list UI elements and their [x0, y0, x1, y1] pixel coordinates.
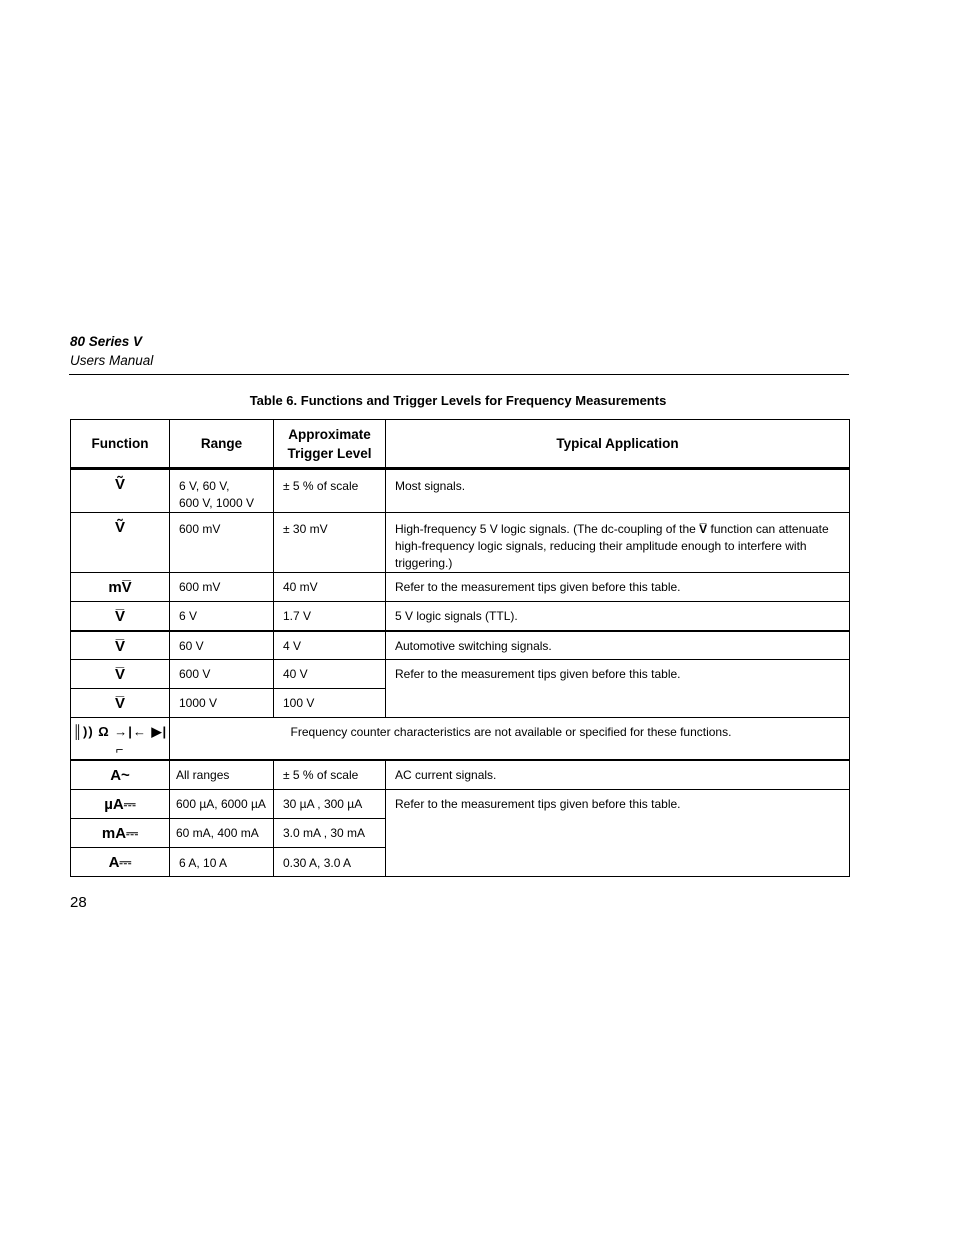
range-cell: 6 A, 10 A [170, 847, 274, 876]
page-number: 28 [70, 894, 87, 911]
table-row [71, 660, 850, 689]
function-symbol: A~ [71, 760, 170, 789]
range-cell: All ranges [170, 760, 274, 789]
application-cell: Automotive switching signals. [386, 631, 850, 660]
table-row [71, 718, 850, 761]
trigger-cell: 4 V [274, 631, 386, 660]
dc-volts-icon: V̅ [699, 522, 708, 536]
range-cell: 60 mA, 400 mA [170, 818, 274, 847]
function-symbol: A⎓ [71, 847, 170, 876]
range-cell: 6 V, 60 V, 600 V, 1000 V [170, 469, 274, 513]
trigger-cell: ± 30 mV [274, 513, 386, 573]
table-header-row [71, 420, 850, 469]
function-symbol: µA⎓ [71, 789, 170, 818]
application-cell: Refer to the measurement tips given before this table. [386, 789, 850, 876]
trigger-cell: 30 µA , 300 µA [274, 789, 386, 818]
function-symbol: V̅ [71, 631, 170, 660]
range-cell: 600 mV [170, 513, 274, 573]
trigger-cell: 100 V [274, 689, 386, 718]
range-cell: 600 V [170, 660, 274, 689]
application-cell: 5 V logic signals (TTL). [386, 602, 850, 631]
trigger-cell: 40 mV [274, 573, 386, 602]
table-row [71, 602, 850, 631]
function-symbol: Ṽ [71, 513, 170, 573]
range-cell: 600 µA, 6000 µA [170, 789, 274, 818]
application-cell: Refer to the measurement tips given before this table. [386, 660, 850, 718]
trigger-cell: 1.7 V [274, 602, 386, 631]
application-cell: AC current signals. [386, 760, 850, 789]
range-cell: 6 V [170, 602, 274, 631]
table-row [71, 573, 850, 602]
header-series: 80 Series V [70, 334, 143, 349]
application-cell: High-frequency 5 V logic signals. (The dc-coupling of the V̅ function can attenuate high-frequency logic signals, reducing their amplitude enough to interfere with triggering.) [386, 513, 850, 573]
table-row [71, 760, 850, 789]
trigger-cell: 40 V [274, 660, 386, 689]
header-manual: Users Manual [70, 353, 154, 368]
trigger-cell: 3.0 mA , 30 mA [274, 818, 386, 847]
range-cell: 600 mV [170, 573, 274, 602]
function-symbol: mA⎓ [71, 818, 170, 847]
table-row [71, 631, 850, 660]
header-rule [69, 374, 849, 375]
col-function: Function [71, 420, 170, 469]
col-trigger-level: Approximate Trigger Level [274, 420, 386, 469]
table-caption: Table 6. Functions and Trigger Levels for Frequency Measurements [249, 393, 667, 408]
function-symbol: mV̅ [71, 573, 170, 602]
range-cell: 60 V [170, 631, 274, 660]
trigger-cell: ± 5 % of scale [274, 469, 386, 513]
function-symbol: V̅ [71, 660, 170, 689]
continuity-ohms-capacitance-diode-temp-icons: ║)) Ω →|← ▶|⌐ [71, 718, 170, 761]
function-symbol: V̅ [71, 689, 170, 718]
function-symbol: V̅ [71, 602, 170, 631]
page-header [70, 333, 850, 370]
trigger-cell: ± 5 % of scale [274, 760, 386, 789]
table-row [71, 789, 850, 818]
trigger-cell: 0.30 A, 3.0 A [274, 847, 386, 876]
table-row [71, 469, 850, 513]
application-cell: Refer to the measurement tips given before this table. [386, 573, 850, 602]
frequency-trigger-table [70, 419, 850, 877]
note-cell: Frequency counter characteristics are not available or specified for these functions. [170, 718, 850, 761]
application-cell: Most signals. [386, 469, 850, 513]
col-typical-application: Typical Application [386, 420, 850, 469]
col-range: Range [170, 420, 274, 469]
range-cell: 1000 V [170, 689, 274, 718]
function-symbol: Ṽ [71, 469, 170, 513]
table-row [71, 513, 850, 573]
